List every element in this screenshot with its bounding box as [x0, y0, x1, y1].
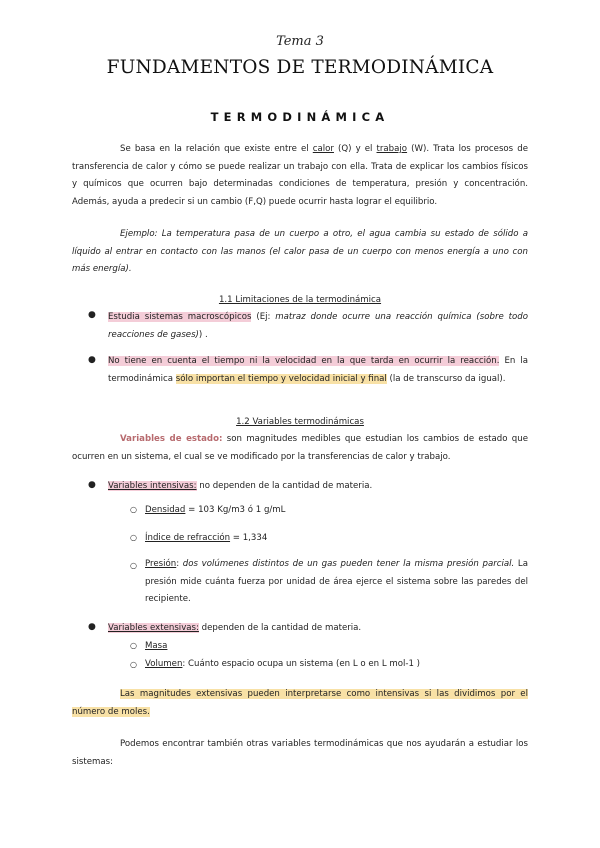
masa-item [145, 638, 528, 656]
extensivas-item [108, 620, 528, 638]
densidad-label: Densidad [145, 505, 186, 515]
extensivas-label: Variables extensivas: [108, 623, 199, 633]
limitacion-2-end: (la de transcurso da igual). [386, 373, 506, 384]
limitacion-1-end: ) . [198, 329, 208, 340]
bullet-dot: ● [88, 310, 96, 320]
limitacion-1-example: matraz donde ocurre una reacción química (sobre todo reacciones de gases) [108, 312, 529, 340]
sub-bullet: ○ [130, 533, 137, 542]
macroscopicos-highlight: Estudia sistemas macroscópicos [108, 312, 252, 322]
example-paragraph [72, 226, 528, 279]
tiempo-highlight: No tiene en cuenta el tiempo ni la velocidad en la que tarda en ocurrir la reacción. [108, 356, 500, 366]
bullet-dot: ● [88, 355, 96, 365]
intro-text-q: (Q) y el [333, 144, 377, 154]
presion-italic: dos volúmenes distintos de un gas pueden tener la misma presión parcial. [182, 559, 515, 569]
refraccion-label: Índice de refracción [145, 533, 231, 543]
intro-paragraph [72, 141, 528, 211]
topic-label: Tema 3 [276, 34, 324, 49]
inicial-final-highlight: sólo importan el tiempo y velocidad inicial y final [175, 373, 387, 384]
bullet-dot: ● [88, 480, 96, 490]
intensivas-label: Variables intensivas: [108, 481, 197, 491]
densidad-text: = 103 Kg/m3 ó 1 g/mL [185, 505, 286, 515]
presion-item [145, 556, 528, 609]
calor-term: calor [312, 144, 334, 154]
closing-text: Podemos encontrar también otras variables termodinámicas que nos ayudarán a estudiar los sistemas: [72, 739, 528, 767]
presion-colon: : [176, 559, 183, 569]
intro-text-rest: (W). Trata los procesos de transferencia de calor y cómo se puede realizar un trabajo con ella. Trata de explicar los cambios físicos y químicos que ocurren bajo determinadas condiciones de temperatura, presión y concentración. Además, ayuda a predecir si un cambio (F,Q) puede ocurrir hasta lograr el equilibrio. [72, 144, 528, 207]
estado-text: son magnitudes medibles que estudian los cambios de estado que ocurren en un sistema, el cual se ve modificado por la transferencias de calor y trabajo. [72, 434, 528, 462]
masa-label: Masa [145, 641, 168, 651]
section-title: TERMODINÁMICA [210, 110, 390, 124]
limitacion-item-1 [108, 309, 528, 344]
extensivas-text: dependen de la cantidad de materia. [198, 623, 362, 633]
page-title: FUNDAMENTOS DE TERMODINÁMICA [106, 57, 494, 78]
intensivas-text: no dependen de la cantidad de materia. [196, 481, 373, 491]
closing-paragraph [72, 736, 528, 771]
trabajo-term: trabajo [376, 144, 408, 154]
bullet-dot: ● [88, 622, 96, 632]
refraccion-item [145, 530, 528, 548]
volumen-label: Volumen [145, 659, 183, 669]
sub-bullet: ○ [130, 660, 137, 669]
note-highlight: Las magnitudes extensivas pueden interpretarse como intensivas si las dividimos por el número de moles. [72, 689, 528, 717]
intensivas-item [108, 478, 528, 496]
presion-label: Presión [145, 559, 177, 569]
presion-text: La presión mide cuánta fuerza por unidad de área ejerce el sistema sobre las paredes del recipiente. [145, 559, 528, 605]
sub-bullet: ○ [130, 505, 137, 514]
intro-text-start: Se basa en la relación que existe entre el [120, 144, 313, 154]
refraccion-text: = 1,334 [230, 533, 268, 543]
densidad-item [145, 502, 528, 520]
limitacion-1-ej: (Ej: [251, 312, 276, 322]
example-text: Ejemplo: La temperatura pasa de un cuerpo a otro, el agua cambia su estado de sólido a líquido al entrar en contacto con las manos (el calor pasa de un cuerpo con menos energía a uno con más energía). [72, 229, 528, 275]
sub-bullet: ○ [130, 641, 137, 650]
volumen-item [145, 656, 528, 674]
limitacion-item-2 [108, 353, 528, 388]
limitacion-2-mid: En la termodinámica [108, 356, 528, 384]
estado-label: Variables de estado: [120, 434, 223, 444]
sub-bullet: ○ [130, 561, 137, 570]
estado-paragraph [72, 431, 528, 466]
variables-heading: 1.2 Variables termodinámicas [236, 417, 364, 427]
limitaciones-heading: 1.1 Limitaciones de la termodinámica [218, 295, 382, 305]
extensivas-note [72, 686, 528, 721]
volumen-text: : Cuánto espacio ocupa un sistema (en L o en L mol-1 ) [182, 659, 421, 669]
